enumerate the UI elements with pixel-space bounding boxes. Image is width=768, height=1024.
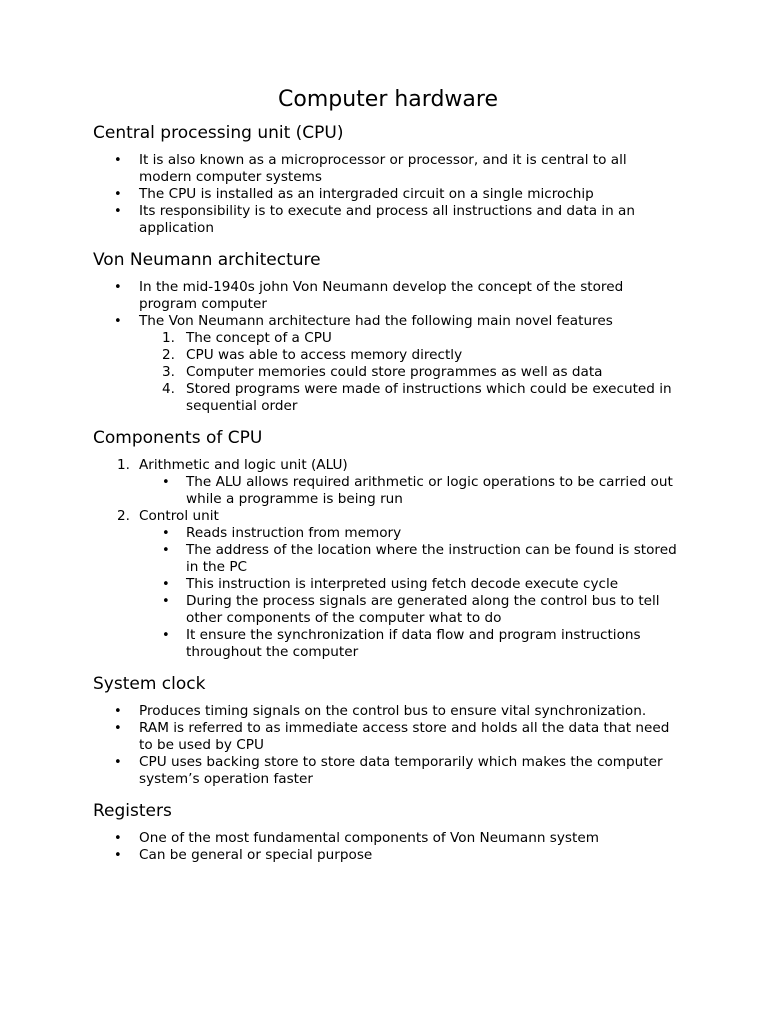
bullet-icon: • xyxy=(114,314,122,329)
list-item xyxy=(139,576,683,593)
bullet-icon: • xyxy=(114,755,122,770)
list-item-text: The Von Neumann architecture had the following main novel features xyxy=(139,313,613,329)
list-item-text: The CPU is installed as an intergraded circuit on a single microchip xyxy=(139,186,594,202)
list-item-text: The ALU allows required arithmetic or logic operations to be carried out while a programme is being run xyxy=(186,474,673,507)
bullet-icon: • xyxy=(114,831,122,846)
list-item xyxy=(139,627,683,661)
numbered-item xyxy=(139,381,683,415)
number-marker: 4. xyxy=(162,381,175,397)
list-item-text: Can be general or special purpose xyxy=(139,847,373,863)
control-unit-list xyxy=(139,525,683,661)
registers-list xyxy=(93,830,683,864)
list-item xyxy=(139,593,683,627)
list-item-text: Stored programs were made of instructions which could be executed in sequential order xyxy=(186,381,672,414)
bullet-icon: • xyxy=(114,187,122,202)
von-neumann-list xyxy=(93,279,683,415)
bullet-icon: • xyxy=(114,721,122,736)
list-item xyxy=(93,703,683,720)
list-item xyxy=(93,830,683,847)
list-item xyxy=(93,847,683,864)
heading-system-clock: System clock xyxy=(93,674,206,694)
list-item-text: Its responsibility is to execute and process all instructions and data in an application xyxy=(139,203,635,236)
alu-list xyxy=(139,474,683,508)
heading-components: Components of CPU xyxy=(93,428,263,448)
list-item-text: CPU uses backing store to store data temporarily which makes the computer system’s operation faster xyxy=(139,754,663,787)
bullet-icon: • xyxy=(162,628,170,643)
list-item-text: It ensure the synchronization if data flow and program instructions throughout the computer xyxy=(186,627,641,660)
list-item xyxy=(93,279,683,313)
list-item-text: Produces timing signals on the control bus to ensure vital synchronization. xyxy=(139,703,647,719)
list-item xyxy=(93,754,683,788)
list-item-text: Computer memories could store programmes as well as data xyxy=(186,364,603,380)
list-item-text: CPU was able to access memory directly xyxy=(186,347,463,363)
bullet-icon: • xyxy=(162,594,170,609)
list-item-text: It is also known as a microprocessor or processor, and it is central to all modern computer systems xyxy=(139,152,627,185)
bullet-icon: • xyxy=(162,475,170,490)
number-marker: 2. xyxy=(162,347,175,363)
list-item-text: The address of the location where the instruction can be found is stored in the PC xyxy=(186,542,677,575)
bullet-icon: • xyxy=(162,526,170,541)
list-item xyxy=(93,186,683,203)
list-item xyxy=(93,720,683,754)
bullet-icon: • xyxy=(162,577,170,592)
numbered-item xyxy=(139,347,683,364)
list-item xyxy=(139,474,683,508)
list-item xyxy=(93,203,683,237)
numbered-item xyxy=(93,508,683,661)
list-item-text: This instruction is interpreted using fetch decode execute cycle xyxy=(186,576,619,592)
bullet-icon: • xyxy=(114,153,122,168)
heading-cpu: Central processing unit (CPU) xyxy=(93,123,344,143)
list-item-text: Control unit xyxy=(139,508,219,524)
list-item-text: Arithmetic and logic unit (ALU) xyxy=(139,457,348,473)
numbered-item xyxy=(139,330,683,347)
heading-registers: Registers xyxy=(93,801,172,821)
bullet-icon: • xyxy=(114,848,122,863)
list-item xyxy=(93,313,683,415)
list-item xyxy=(93,152,683,186)
cpu-list xyxy=(93,152,683,237)
list-item-text: During the process signals are generated along the control bus to tell other components of the computer what to do xyxy=(186,593,660,626)
numbered-item xyxy=(93,457,683,508)
list-item-text: Reads instruction from memory xyxy=(186,525,402,541)
list-item-text: The concept of a CPU xyxy=(186,330,332,346)
number-marker: 1. xyxy=(117,457,130,473)
components-list xyxy=(93,457,683,661)
number-marker: 3. xyxy=(162,364,175,380)
bullet-icon: • xyxy=(114,280,122,295)
bullet-icon: • xyxy=(114,204,122,219)
numbered-item xyxy=(139,364,683,381)
list-item-text: In the mid-1940s john Von Neumann develop the concept of the stored program computer xyxy=(139,279,624,312)
bullet-icon: • xyxy=(162,543,170,558)
list-item-text: RAM is referred to as immediate access store and holds all the data that need to be used by CPU xyxy=(139,720,670,753)
document-title: Computer hardware xyxy=(278,87,498,112)
list-item-text: One of the most fundamental components of Von Neumann system xyxy=(139,830,599,846)
number-marker: 2. xyxy=(117,508,130,524)
features-list xyxy=(139,330,683,415)
heading-von-neumann: Von Neumann architecture xyxy=(93,250,321,270)
document-content xyxy=(93,86,683,864)
list-item xyxy=(139,525,683,542)
bullet-icon: • xyxy=(114,704,122,719)
list-item xyxy=(139,542,683,576)
number-marker: 1. xyxy=(162,330,175,346)
system-clock-list xyxy=(93,703,683,788)
